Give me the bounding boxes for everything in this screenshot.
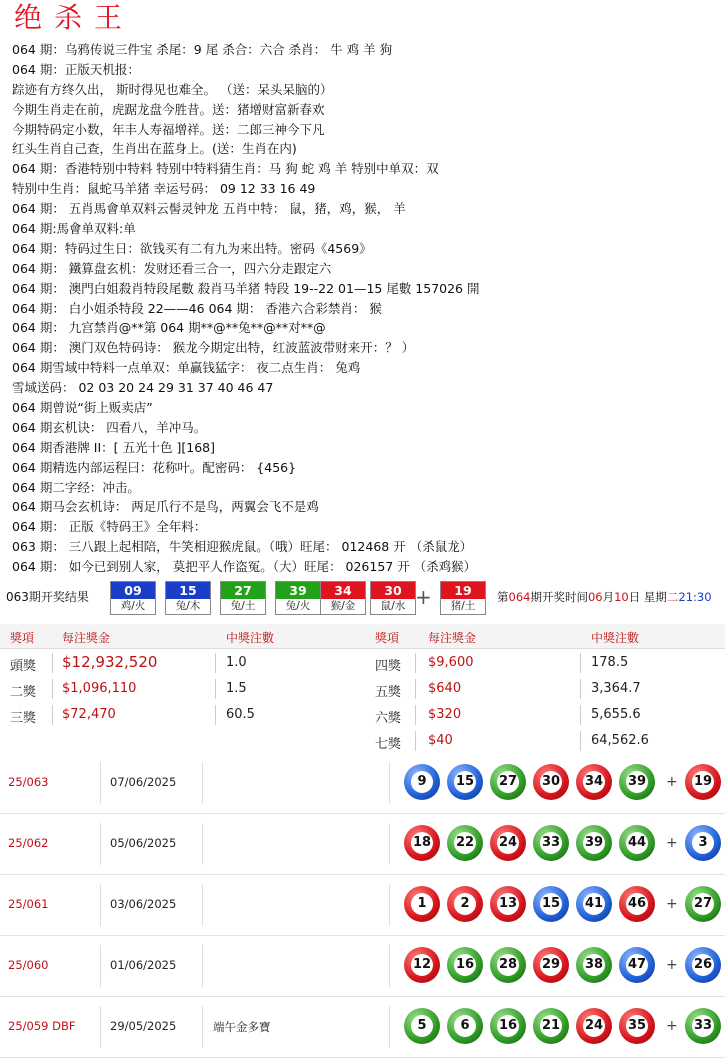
ball-zodiac: 鼠/水: [371, 599, 415, 614]
ball-number: 5: [411, 1015, 433, 1037]
result-ball: [275, 581, 321, 615]
history-row: [0, 813, 725, 875]
ball-number: 09: [111, 582, 155, 599]
ball-number: 6: [454, 1015, 476, 1037]
prediction-line: 064 期:馬會单双料:单: [12, 221, 136, 237]
ball-zodiac: 鸡/火: [111, 599, 155, 614]
prediction-line: 064 期： 澳門白姐殺肖特段尾數 殺肖马羊猪 特段 19--22 01—15 尾數 157026 開: [12, 280, 480, 296]
prediction-line: 064 期： 五肖馬會单双料云髻灵钟龙 五肖中特： 鼠，猪，鸡，猴， 羊: [12, 201, 406, 217]
prediction-line: 064 期曾说“街上贩卖店”: [12, 400, 153, 416]
history-special-ball: [685, 764, 721, 800]
prize-table: [0, 624, 725, 752]
ball-number: 39: [583, 832, 605, 854]
prediction-line: 064 期香港牌 II：[ 五光十色 ][168]: [12, 439, 215, 455]
prize-row: [0, 650, 725, 676]
history-ball: [404, 947, 440, 983]
divider: [389, 1006, 390, 1048]
result-label: 063期开奖结果: [6, 590, 89, 604]
ball-zodiac: 兔/火: [276, 599, 320, 614]
history-row: [0, 752, 725, 814]
prediction-line: 064 期雪域中特料一点单双：单赢钱猛字： 夜二点生肖： 兔鸡: [12, 360, 361, 376]
prediction-line: 踪迹有方终久出， 斯时得见也难全。 （送：呆头呆脑的）: [12, 81, 333, 97]
prize-amount: $1,096,110: [62, 681, 137, 696]
ball-number: 33: [540, 832, 562, 854]
ball-number: 34: [583, 771, 605, 793]
result-ball: [370, 581, 416, 615]
plus-sign: +: [666, 957, 678, 973]
prize-row: [0, 702, 725, 728]
prediction-line: 063 期： 三八跟上起相陪，牛笑相迎猴虎鼠。（哦）旺尾： 012468 开 （杀鼠龙）: [12, 539, 473, 555]
divider: [580, 679, 581, 699]
plus-sign: +: [666, 835, 678, 851]
divider: [202, 945, 203, 987]
ball-number: 35: [626, 1015, 648, 1037]
prediction-line: 064 期：乌鸦传说三件宝 杀尾：9 尾 杀合：六合 杀肖： 牛 鸡 羊 狗: [12, 42, 393, 57]
prize-name: 四獎: [375, 659, 402, 674]
history-ball: [576, 764, 612, 800]
prize-amount: $72,470: [62, 707, 116, 722]
history-special-ball: [685, 1008, 721, 1044]
divider: [389, 945, 390, 987]
prediction-line: 064 期：正版天机报：: [12, 61, 140, 77]
ball-number: 27: [497, 771, 519, 793]
prediction-line: 064 期： 如今已到别人家， 莫把平人作盗冤。（大）旺尾： 026157 开 （杀鸡猴）: [12, 559, 477, 575]
divider: [100, 762, 101, 804]
prize-count: 3,364.7: [591, 681, 641, 696]
ball-number: 26: [692, 954, 714, 976]
result-ball: [110, 581, 156, 615]
ball-zodiac: 兔/土: [221, 599, 265, 614]
next-draw-time: 第064期开奖时间06月10日 星期二21:30: [497, 590, 712, 604]
prediction-line: 064 期二字经：冲击。: [12, 479, 140, 495]
divider: [389, 884, 390, 926]
prediction-line: 064 期： 正版《特码王》全年料：: [12, 519, 207, 535]
history-ball: [619, 886, 655, 922]
draw-date: 29/05/2025: [110, 1019, 177, 1033]
prize-row: [0, 676, 725, 702]
ball-number: 47: [626, 954, 648, 976]
history-ball: [576, 825, 612, 861]
ball-number: 16: [497, 1015, 519, 1037]
ball-number: 27: [221, 582, 265, 599]
prize-amount: $9,600: [428, 655, 474, 670]
history-ball: [576, 947, 612, 983]
latest-result-bar: [0, 579, 725, 617]
draw-date: 03/06/2025: [110, 897, 177, 911]
period-label: 25/059 DBF: [8, 1019, 76, 1033]
prediction-line: 064 期： 澳门双色特码诗： 猴龙今期定出特，红波蓝波带财来开：？ ）: [12, 340, 415, 356]
divider: [389, 823, 390, 865]
result-ball: [165, 581, 211, 615]
plus-sign: +: [666, 896, 678, 912]
divider: [202, 884, 203, 926]
draw-date: 05/06/2025: [110, 836, 177, 850]
divider: [100, 945, 101, 987]
history-special-ball: [685, 886, 721, 922]
prize-name: 七獎: [375, 737, 402, 752]
prediction-line: 064 期马会玄机诗： 两足爪行不是鸟，两翼会飞不是鸡: [12, 499, 319, 515]
ball-number: 22: [454, 832, 476, 854]
history-special-ball: [685, 947, 721, 983]
ball-number: 13: [497, 893, 519, 915]
history-ball: [533, 947, 569, 983]
prize-name: 二獎: [10, 685, 37, 700]
history-ball: [533, 1008, 569, 1044]
ball-zodiac: 猪/土: [441, 599, 485, 614]
ball-number: 34: [321, 582, 365, 599]
prediction-line: 064 期精选内部运程曰：花称叶。配密码： {456}: [12, 459, 297, 475]
prize-amount: $40: [428, 733, 453, 748]
divider: [100, 823, 101, 865]
plus-sign: +: [666, 1018, 678, 1034]
history-special-ball: [685, 825, 721, 861]
ball-number: 18: [411, 832, 433, 854]
ball-number: 16: [454, 954, 476, 976]
history-ball: [619, 947, 655, 983]
ball-number: 29: [540, 954, 562, 976]
history-row: [0, 935, 725, 997]
result-ball: [220, 581, 266, 615]
prize-row: [0, 728, 725, 754]
ball-number: 30: [371, 582, 415, 599]
ball-number: 15: [166, 582, 210, 599]
prize-name: 六獎: [375, 711, 402, 726]
prize-count: 178.5: [591, 655, 629, 670]
history-ball: [490, 947, 526, 983]
history-ball: [447, 886, 483, 922]
history-ball: [447, 764, 483, 800]
ball-zodiac: 猴/金: [321, 599, 365, 614]
ball-number: 39: [276, 582, 320, 599]
ball-number: 15: [454, 771, 476, 793]
ball-number: 39: [626, 771, 648, 793]
history-ball: [576, 1008, 612, 1044]
history-ball: [404, 825, 440, 861]
prize-name: 五獎: [375, 685, 402, 700]
divider: [100, 1006, 101, 1048]
divider: [202, 1006, 203, 1048]
plus-sign: +: [666, 774, 678, 790]
history-ball: [447, 825, 483, 861]
prediction-line: 064 期： 白小姐杀特段 22——46 064 期： 香港六合彩禁肖： 猴: [12, 300, 382, 316]
prize-name: 三獎: [10, 711, 37, 726]
ball-number: 28: [497, 954, 519, 976]
ball-number: 1: [411, 893, 433, 915]
history-ball: [619, 764, 655, 800]
plus-sign: +: [415, 585, 432, 609]
ball-number: 46: [626, 893, 648, 915]
history-ball: [533, 825, 569, 861]
period-label: 25/063: [8, 775, 49, 789]
divider: [415, 731, 416, 751]
ball-zodiac: 兔/木: [166, 599, 210, 614]
prediction-line: 064 期： 鐵算盘玄机：发财还看三合一，四六分走跟定六: [12, 260, 332, 276]
ball-number: 41: [583, 893, 605, 915]
history-ball: [490, 1008, 526, 1044]
period-label: 25/060: [8, 958, 49, 972]
history-ball: [490, 886, 526, 922]
divider: [580, 705, 581, 725]
history-ball: [576, 886, 612, 922]
ball-number: 24: [497, 832, 519, 854]
ball-number: 30: [540, 771, 562, 793]
draw-note: 端午金多寶: [213, 1020, 271, 1034]
history-row: [0, 996, 725, 1058]
prediction-line: 064 期：特码过生日：欲钱买有二有九为来出特。密码《4569》: [12, 240, 372, 256]
draw-date: 01/06/2025: [110, 958, 177, 972]
prediction-line: 雪域送码： 02 03 20 24 29 31 37 40 46 47: [12, 380, 274, 396]
page-title: 绝杀王: [14, 1, 135, 34]
history-ball: [404, 764, 440, 800]
ball-number: 19: [441, 582, 485, 599]
history-ball: [447, 1008, 483, 1044]
divider: [415, 679, 416, 699]
history-ball: [490, 825, 526, 861]
prize-count: 1.0: [226, 655, 247, 670]
prediction-line: 064 期： 九宫禁肖@**第 064 期**@**兔**@**对**@: [12, 320, 326, 336]
divider: [202, 823, 203, 865]
prize-amount: $12,932,520: [62, 653, 158, 671]
period-label: 25/062: [8, 836, 49, 850]
prize-name: 頭獎: [10, 659, 37, 674]
history-ball: [533, 886, 569, 922]
history-ball: [404, 886, 440, 922]
prediction-text-block: [12, 40, 717, 577]
prize-count: 5,655.6: [591, 707, 641, 722]
ball-number: 2: [454, 893, 476, 915]
ball-number: 44: [626, 832, 648, 854]
draw-date: 07/06/2025: [110, 775, 177, 789]
divider: [415, 653, 416, 673]
history-ball: [619, 1008, 655, 1044]
result-ball: [440, 581, 486, 615]
ball-number: 15: [540, 893, 562, 915]
prize-amount: $320: [428, 707, 462, 722]
divider: [580, 653, 581, 673]
history-ball: [619, 825, 655, 861]
result-ball: [320, 581, 366, 615]
ball-number: 12: [411, 954, 433, 976]
divider: [415, 705, 416, 725]
divider: [389, 762, 390, 804]
prize-count: 64,562.6: [591, 733, 649, 748]
ball-number: 21: [540, 1015, 562, 1037]
ball-number: 24: [583, 1015, 605, 1037]
ball-number: 27: [692, 893, 714, 915]
prize-table-header: 獎項 每注獎金 中獎注數 獎項 每注獎金 中獎注數: [0, 624, 725, 649]
prize-count: 1.5: [226, 681, 247, 696]
prize-amount: $640: [428, 681, 462, 696]
divider: [580, 731, 581, 751]
prediction-line: 064 期玄机诀： 四看八，羊冲马。: [12, 419, 207, 435]
history-ball: [447, 947, 483, 983]
divider: [202, 762, 203, 804]
history-ball: [404, 1008, 440, 1044]
ball-number: 3: [692, 832, 714, 854]
ball-number: 33: [692, 1015, 714, 1037]
ball-number: 19: [692, 771, 714, 793]
history-ball: [533, 764, 569, 800]
divider: [100, 884, 101, 926]
history-row: [0, 874, 725, 936]
prediction-line: 特别中生肖：鼠蛇马羊猪 幸运号码： 09 12 33 16 49: [12, 181, 316, 197]
prediction-line: 今期特码定小数，年丰人寿福增祥。送：二郎三神今下凡: [12, 121, 325, 137]
prediction-line: 今期生肖走在前，虎踞龙盘今胜昔。送：猪增财富新春欢: [12, 101, 325, 117]
ball-number: 38: [583, 954, 605, 976]
history-ball: [490, 764, 526, 800]
ball-number: 9: [411, 771, 433, 793]
prediction-line: 064 期：香港特别中特料 特别中特料猜生肖：马 狗 蛇 鸡 羊 特别中单双：双: [12, 161, 439, 177]
prediction-line: 红头生肖自己查，生肖出在蓝身上。(送：生肖在内): [12, 141, 297, 157]
prize-count: 60.5: [226, 707, 255, 722]
period-label: 25/061: [8, 897, 49, 911]
